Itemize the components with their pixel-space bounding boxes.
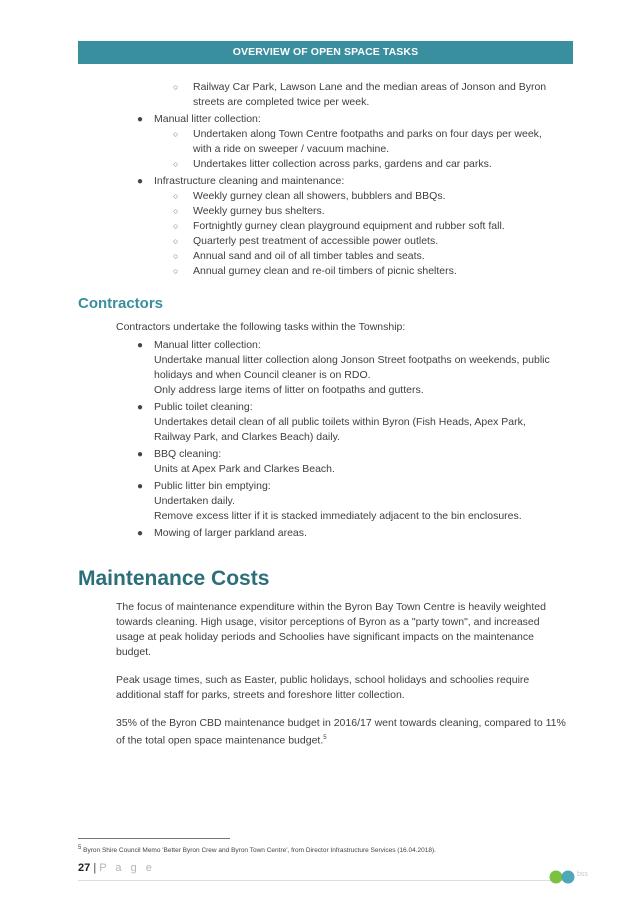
paragraph-line [116,731,576,749]
list-line: streets are completed twice per week. [193,96,370,108]
list-line: Only address large items of litter on footpaths and gutters. [154,384,424,396]
footnote-ref: 5 [323,735,327,741]
bullet: ● [137,528,144,539]
section-heading-maintenance: Maintenance Costs [78,567,270,590]
section-heading-contractors: Contractors [78,295,164,312]
sub-bullet: ○ [173,82,179,92]
list-item-label: Manual litter collection: [154,339,261,351]
footnote-text: Byron Shire Council Memo 'Better Byron Crew and Byron Town Centre', from Director Infrastructure Services (16.04.2018). [83,847,436,855]
list-line: Remove excess litter if it is stacked immediately adjacent to the bin enclosures. [154,510,522,522]
list-line: Undertake manual litter collection along Jonson Street footpaths on weekends, public [154,354,550,366]
logo-circle-green [550,871,563,884]
sub-bullet: ○ [173,159,179,169]
paragraph-line: The focus of maintenance expenditure within the Byron Bay Town Centre is heavily weighted [116,601,546,613]
logo-text: bss [577,871,588,878]
sub-bullet: ○ [173,129,179,139]
sub-bullet: ○ [173,206,179,216]
sub-bullet: ○ [173,221,179,231]
list-line: Quarterly pest treatment of accessible power outlets. [193,235,439,247]
bullet: ● [137,114,144,125]
bullet: ● [137,340,144,351]
sub-bullet: ○ [173,251,179,261]
logo-circle-teal [562,871,575,884]
list-line: Annual gurney clean and re-oil timbers of picnic shelters. [193,265,457,277]
footnote [78,845,436,854]
page-number: 27 [78,862,91,874]
list-line: Undertakes detail clean of all public toilets within Byron (Fish Heads, Apex Park, [154,416,526,428]
sub-bullet: ○ [173,191,179,201]
section-banner: OVERVIEW OF OPEN SPACE TASKS [78,41,573,64]
list-line: Fortnightly gurney clean playground equipment and rubber soft fall. [193,220,505,232]
bullet: ● [137,481,144,492]
contractors-intro: Contractors undertake the following tasks within the Township: [116,321,406,333]
paragraph-text: of the total open space maintenance budget. [116,734,324,747]
list-line: holidays and when Council cleaner is on RDO. [154,369,371,381]
paragraph-line: 35% of the Byron CBD maintenance budget in 2016/17 went towards cleaning, compared to 11% [116,717,566,729]
paragraph-line: additional staff for parks, streets and foreshore litter collection. [116,689,405,701]
council-logo-icon [548,870,578,884]
bullet: ● [137,176,144,187]
page-word: P a g e [99,862,155,874]
list-item-label: Infrastructure cleaning and maintenance: [154,175,345,187]
list-item-label: BBQ cleaning: [154,448,222,460]
paragraph-line: Peak usage times, such as Easter, public holidays, school holidays and schoolies require [116,674,530,686]
footnote-rule [78,838,230,839]
sub-bullet: ○ [173,266,179,276]
list-line: Weekly gurney bus shelters. [193,205,325,217]
list-line: Undertaken along Town Centre footpaths and parks on four days per week, [193,128,542,140]
list-line: Undertakes litter collection across parks, gardens and car parks. [193,158,492,170]
list-line: Annual sand and oil of all timber tables and seats. [193,250,425,262]
list-line: Units at Apex Park and Clarkes Beach. [154,463,335,475]
page-number-block [78,862,155,874]
list-line: Undertaken daily. [154,495,235,507]
list-item-label: Public toilet cleaning: [154,401,253,413]
list-item-label: Manual litter collection: [154,113,261,125]
footer-rule [78,880,573,881]
list-line: Railway Car Park, Lawson Lane and the median areas of Jonson and Byron [193,81,547,93]
paragraph-line: usage at peak holiday periods and Schoolies have significant impacts on the maintenance [116,631,534,643]
list-line: with a ride on sweeper / vacuum machine. [193,143,390,155]
paragraph-line: towards cleaning. High usage, visitor perceptions of Byron as a "party town", and increased [116,616,540,628]
page-separator: | [93,862,97,874]
bullet: ● [137,402,144,413]
footnote-mark: 5 [78,845,82,851]
list-line: Railway Park, and Clarkes Beach) daily. [154,431,340,443]
list-item-label: Mowing of larger parkland areas. [154,527,307,539]
sub-bullet: ○ [173,236,179,246]
paragraph-line: budget. [116,646,152,658]
bullet: ● [137,449,144,460]
list-line: Weekly gurney clean all showers, bubblers and BBQs. [193,190,446,202]
list-item-label: Public litter bin emptying: [154,480,271,492]
